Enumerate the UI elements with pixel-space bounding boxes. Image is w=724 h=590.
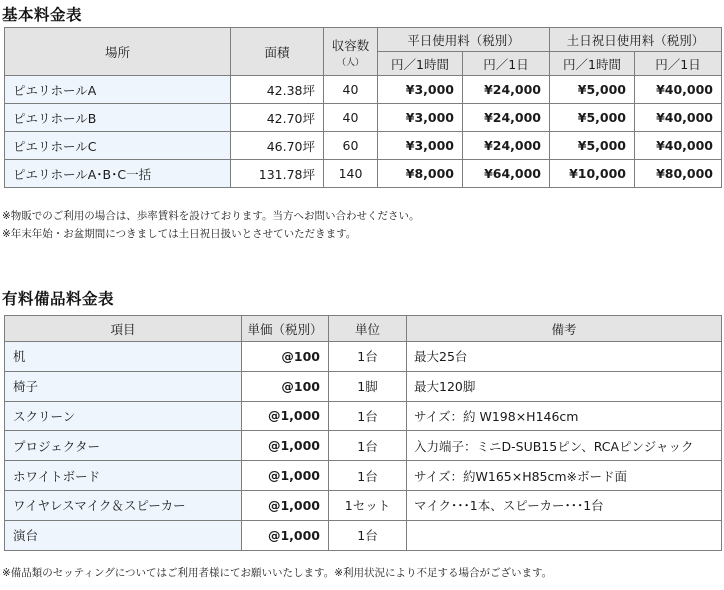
price-cell: @100 — [242, 371, 329, 401]
place-cell: ピエリホールC — [5, 132, 231, 160]
weekday-hour-cell: ¥3,000 — [378, 76, 463, 104]
header-item: 項目 — [5, 316, 242, 342]
header-capacity-label: 収容数 — [331, 37, 370, 53]
header-holiday-hour: 円／1時間 — [550, 52, 635, 76]
holiday-day-cell: ¥40,000 — [635, 76, 722, 104]
place-cell: ピエリホールB — [5, 104, 231, 132]
equipment-row — [5, 520, 722, 550]
item-cell: 演台 — [5, 520, 242, 550]
rates-title: 基本料金表 — [2, 6, 83, 24]
remarks-cell: サイズ：約W165×H85cm※ボード面 — [407, 461, 722, 491]
price-cell: @1,000 — [242, 461, 329, 491]
area-cell: 131.78坪 — [231, 160, 324, 188]
header-weekday-hour: 円／1時間 — [378, 52, 463, 76]
capacity-cell: 40 — [324, 104, 378, 132]
weekday-hour-cell: ¥8,000 — [378, 160, 463, 188]
equipment-row — [5, 461, 722, 491]
rate-row — [5, 104, 722, 132]
remarks-cell: 最大120脚 — [407, 371, 722, 401]
equipment-row — [5, 431, 722, 461]
rates-note: ※物販でのご利用の場合は、歩率賃料を設けております。当方へお問い合わせください。 — [2, 210, 420, 222]
holiday-day-cell: ¥40,000 — [635, 104, 722, 132]
rate-row — [5, 132, 722, 160]
remarks-cell — [407, 520, 722, 550]
equipment-row — [5, 342, 722, 372]
header-area: 面積 — [231, 28, 324, 76]
weekday-day-cell: ¥24,000 — [463, 76, 550, 104]
header-holiday-day: 円／1日 — [635, 52, 722, 76]
equipment-note: ※備品類のセッティングについてはご利用者様にてお願いいたします。※利用状況により不足する場合がございます。 — [2, 567, 553, 579]
equipment-row — [5, 401, 722, 431]
place-cell: ピエリホールA･B･C一括 — [5, 160, 231, 188]
price-cell: @1,000 — [242, 490, 329, 520]
capacity-cell: 40 — [324, 76, 378, 104]
remarks-cell: 最大25台 — [407, 342, 722, 372]
unit-cell: 1台 — [329, 520, 407, 550]
remarks-cell: 入力端子：ミニD-SUB15ピン、RCAピンジャック — [407, 431, 722, 461]
holiday-day-cell: ¥80,000 — [635, 160, 722, 188]
header-price: 単価（税別） — [242, 316, 329, 342]
holiday-hour-cell: ¥5,000 — [550, 132, 635, 160]
price-cell: @1,000 — [242, 401, 329, 431]
item-cell: プロジェクター — [5, 431, 242, 461]
price-cell: @100 — [242, 342, 329, 372]
item-cell: ワイヤレスマイク＆スピーカー — [5, 490, 242, 520]
weekday-hour-cell: ¥3,000 — [378, 104, 463, 132]
unit-cell: 1セット — [329, 490, 407, 520]
area-cell: 46.70坪 — [231, 132, 324, 160]
area-cell: 42.70坪 — [231, 104, 324, 132]
equipment-row — [5, 490, 722, 520]
remarks-cell: サイズ：約 W198×H146cm — [407, 401, 722, 431]
holiday-hour-cell: ¥5,000 — [550, 104, 635, 132]
remarks-cell: マイク･･･1本、スピーカー･･･1台 — [407, 490, 722, 520]
unit-cell: 1台 — [329, 431, 407, 461]
weekday-hour-cell: ¥3,000 — [378, 132, 463, 160]
rates-note: ※年末年始・お盆期間につきましては土日祝日扱いとさせていただきます。 — [2, 228, 357, 240]
unit-cell: 1脚 — [329, 371, 407, 401]
header-capacity — [324, 28, 378, 76]
header-unit: 単位 — [329, 316, 407, 342]
header-weekday: 平日使用料（税別） — [378, 28, 550, 52]
header-weekday-day: 円／1日 — [463, 52, 550, 76]
unit-cell: 1台 — [329, 342, 407, 372]
holiday-day-cell: ¥40,000 — [635, 132, 722, 160]
item-cell: ホワイトボード — [5, 461, 242, 491]
rate-row — [5, 160, 722, 188]
header-holiday: 土日祝日使用料（税別） — [550, 28, 722, 52]
header-remarks: 備考 — [407, 316, 722, 342]
unit-cell: 1台 — [329, 401, 407, 431]
item-cell: 机 — [5, 342, 242, 372]
area-cell: 42.38坪 — [231, 76, 324, 104]
place-cell: ピエリホールA — [5, 76, 231, 104]
item-cell: 椅子 — [5, 371, 242, 401]
header-place: 場所 — [5, 28, 231, 76]
rate-row — [5, 76, 722, 104]
weekday-day-cell: ¥24,000 — [463, 132, 550, 160]
holiday-hour-cell: ¥5,000 — [550, 76, 635, 104]
equipment-title: 有料備品料金表 — [2, 290, 115, 308]
rates-table — [4, 27, 722, 188]
equipment-table — [4, 315, 722, 551]
weekday-day-cell: ¥24,000 — [463, 104, 550, 132]
unit-cell: 1台 — [329, 461, 407, 491]
capacity-cell: 140 — [324, 160, 378, 188]
weekday-day-cell: ¥64,000 — [463, 160, 550, 188]
capacity-cell: 60 — [324, 132, 378, 160]
price-cell: @1,000 — [242, 520, 329, 550]
price-cell: @1,000 — [242, 431, 329, 461]
item-cell: スクリーン — [5, 401, 242, 431]
header-capacity-unit: （人） — [336, 57, 364, 68]
holiday-hour-cell: ¥10,000 — [550, 160, 635, 188]
equipment-row — [5, 371, 722, 401]
